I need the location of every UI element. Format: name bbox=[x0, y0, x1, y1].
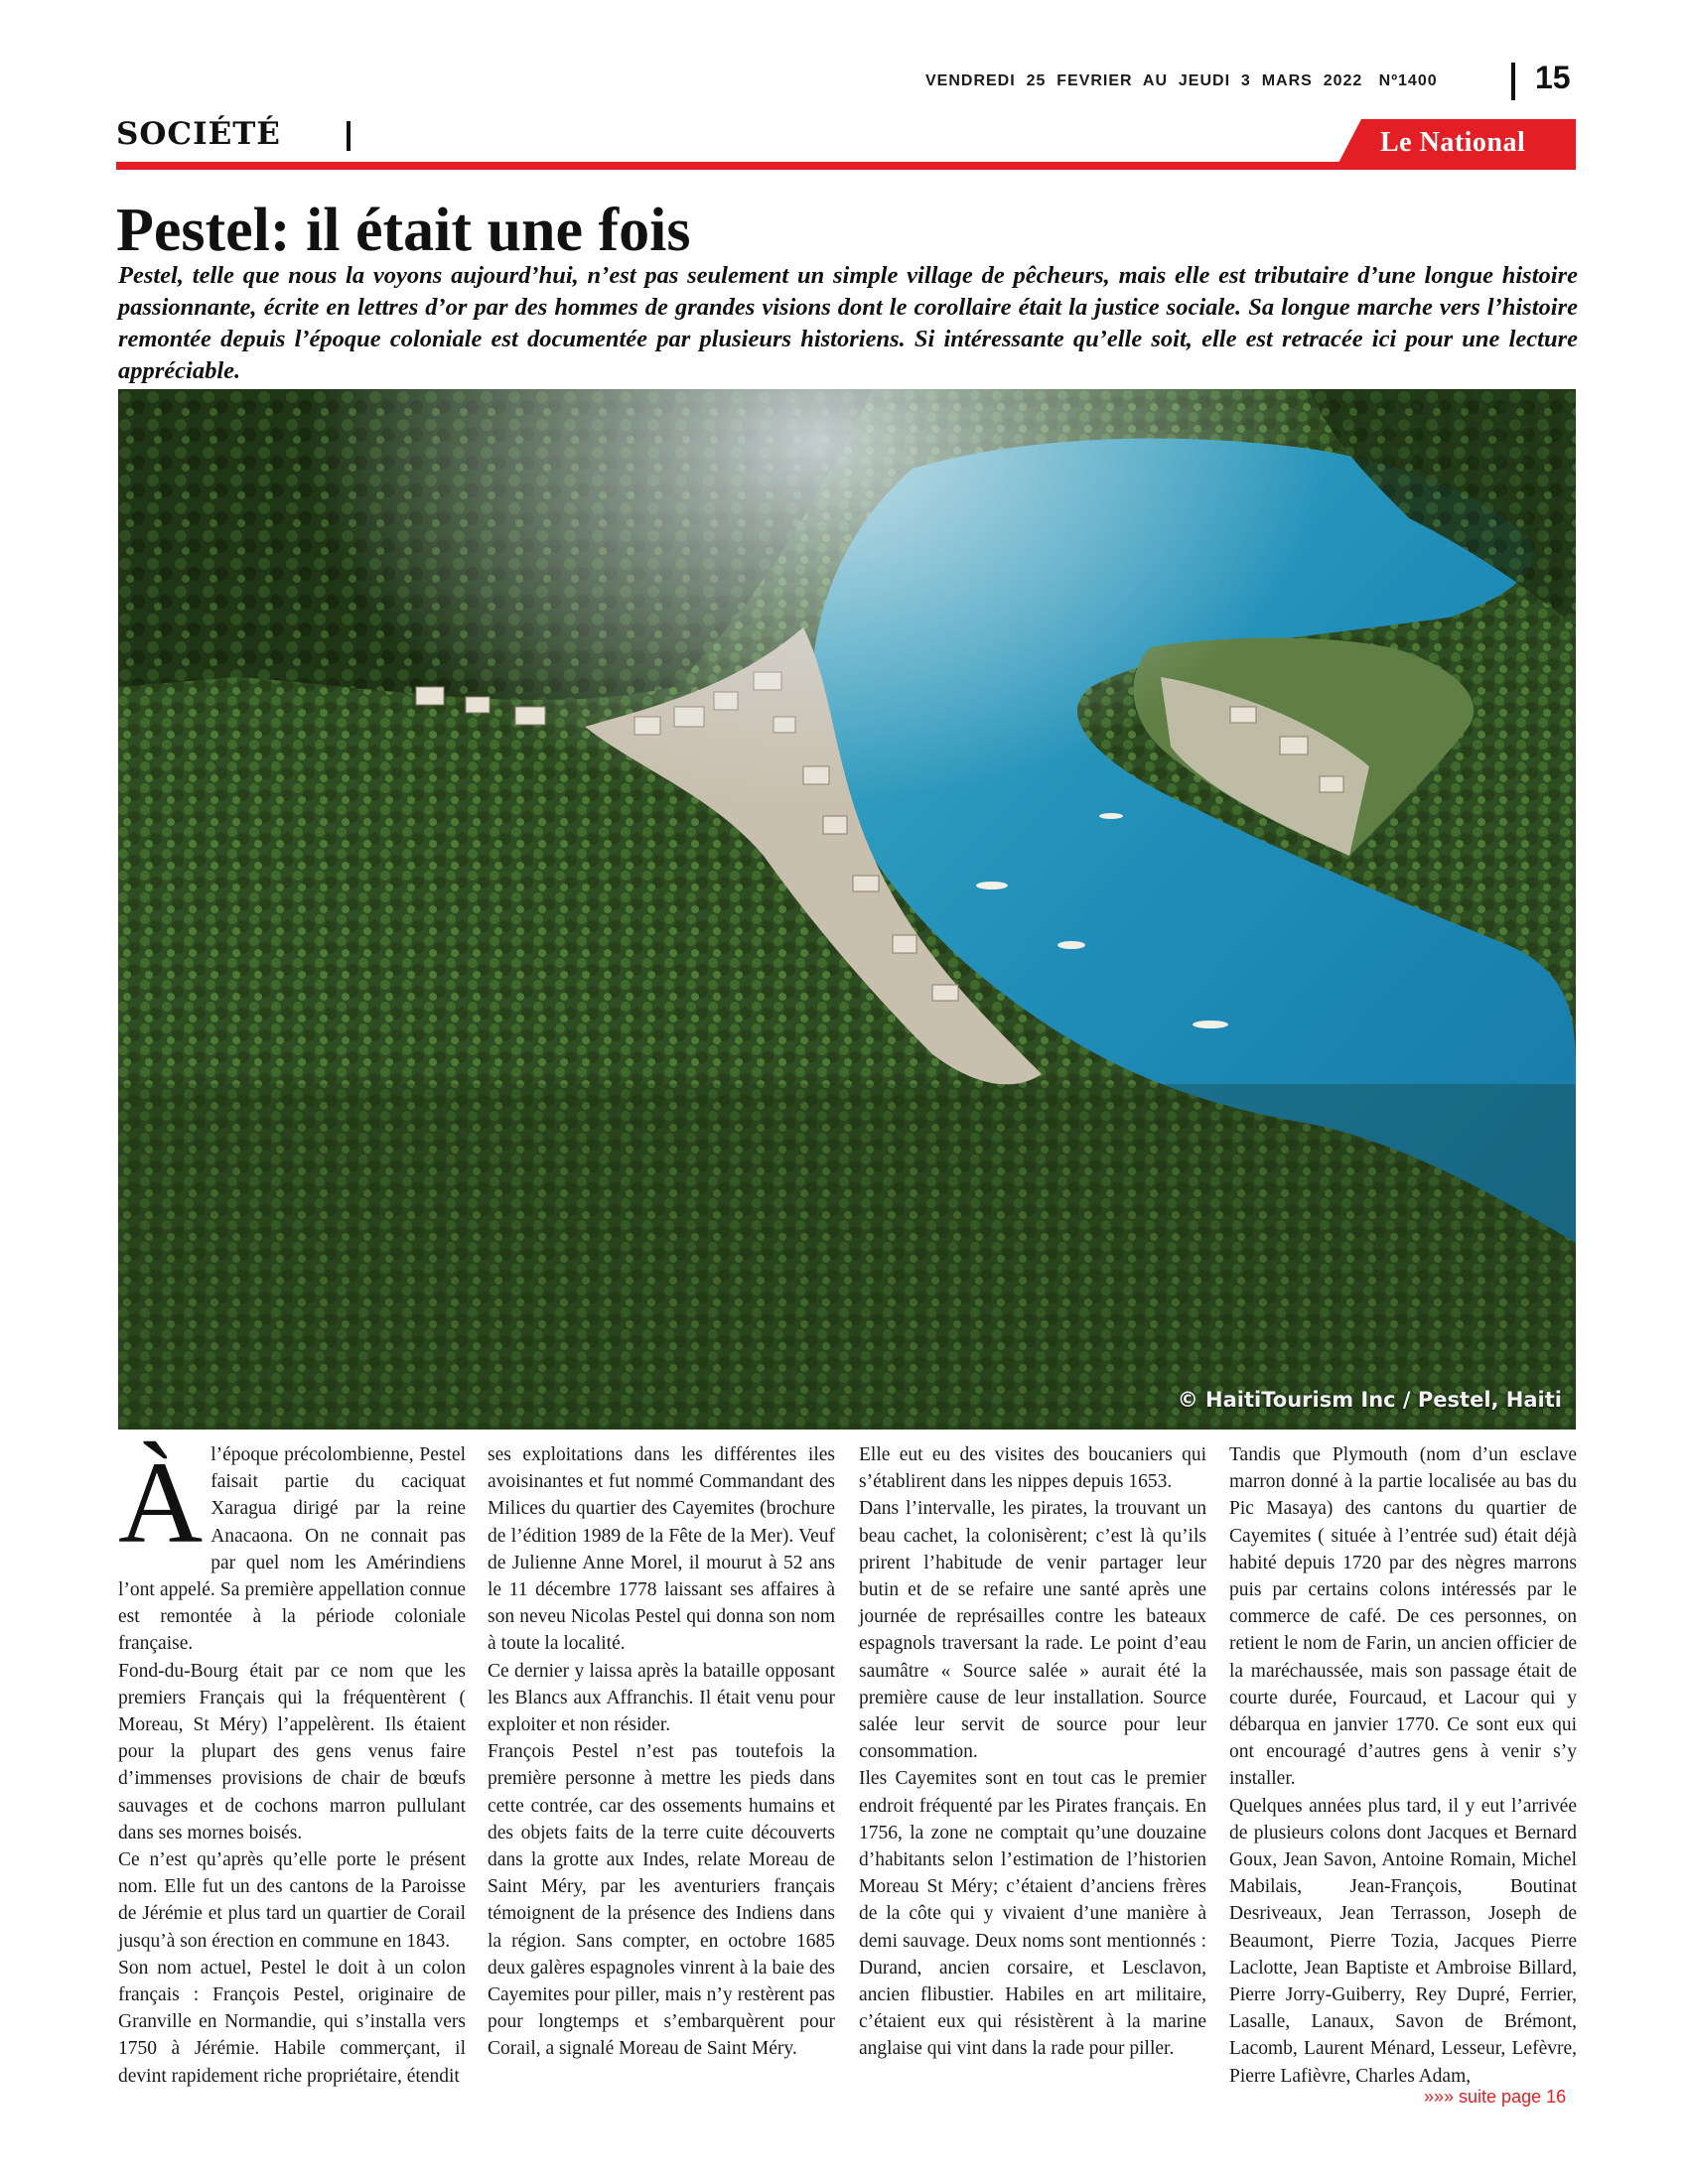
photo-credit: © HaitiTourism Inc / Pestel, Haiti bbox=[1177, 1388, 1562, 1412]
article-lede: Pestel, telle que nous la voyons aujourd’hui, n’est pas seulement un simple village de pêcheurs, mais elle est tributaire d’une longue histoire passionnante, écrite en lettres d’or par des hommes de grandes visions dont le corollaire était la justice sociale. Sa longue marche vers l’histoire remontée depuis l’époque coloniale est documentée par plusieurs historiens. Si intéressante qu’elle soit, elle est retracée ici pour une lecture appréciable. bbox=[118, 262, 1578, 384]
body-column-4 bbox=[1229, 1441, 1577, 2090]
paragraph: l’époque précolombienne, Pestel faisait partie du caciquat Xaragua dirigé par la reine Anacaona. On ne connait pas par quel nom les Amérindiens l’ont appelé. Sa première appellation connue est remontée à la période coloniale française. bbox=[118, 1444, 466, 1655]
article-photo bbox=[118, 389, 1576, 1430]
body-column-2 bbox=[488, 1441, 835, 2063]
section-label: SOCIÉTÉ bbox=[116, 116, 281, 152]
paragraph: Ce dernier y laissa après la bataille opposant les Blancs aux Affranchis. Il était venu pour exploiter et non résider. bbox=[488, 1660, 835, 1736]
header-red-rule bbox=[116, 162, 1576, 170]
header-divider bbox=[1511, 63, 1515, 100]
continued-link[interactable]: »»» suite page 16 bbox=[1424, 2087, 1567, 2107]
drop-cap: À bbox=[118, 1437, 204, 1568]
body-column-1 bbox=[118, 1437, 466, 2090]
paragraph: Fond-du-Bourg était par ce nom que les premiers Français qui la fréquentèrent ( Moreau, St Méry) l’appelèrent. Ils étaient pour la plupart des gens venus faire d’immenses provisions de chair de bœufs sauvages et de cochons marron pullulant dans ses mornes boisés. bbox=[118, 1660, 466, 1843]
paragraph: François Pestel n’est pas toutefois la première personne à mettre les pieds dans cette contrée, car des ossements humains et des objets faits de la terre cuite découverts dans la grotte aux Indes, relate Moreau de Saint Méry, par les aventuriers français témoignent de la présence des Indiens dans la région. Sans compter, en octobre 1685 deux galères espagnoles vinrent à la baie des Cayemites pour piller, mais n’y restèrent pas pour longtemps et s’embarquèrent pour Corail, a signalé Moreau de Saint Méry. bbox=[488, 1741, 835, 2060]
section-divider bbox=[347, 121, 351, 151]
paragraph: Quelques années plus tard, il y eut l’arrivée de plusieurs colons dont Jacques et Bernard Goux, Jean Savon, Antoine Romain, Michel Mabilais, Jean-François, Boutinat Desriveaux, Jean Terrasson, Joseph de Beaumont, Pierre Tozia, Jacques Pierre Laclotte, Jean Baptiste et Ambroise Billard, Pierre Jorry-Guiberry, Rey Dupré, Ferrier, Lasalle, Lanaux, Savon de Brémont, Lacomb, Laurent Ménard, Lesseur, Lefèvre, Pierre Lafièvre, Charles Adam, bbox=[1229, 1795, 1577, 2087]
body-column-3 bbox=[859, 1441, 1206, 2063]
aerial-bay-illustration bbox=[118, 389, 1576, 1430]
issue-date-line: VENDREDI 25 FEVRIER AU JEUDI 3 MARS 2022 Nº1400 bbox=[925, 72, 1438, 89]
paragraph: Tandis que Plymouth (nom d’un esclave marron donné à la partie localisée au bas du Pic Masaya) des cantons du quartier de Cayemites ( située à l’entrée sud) était déjà habité depuis 1720 par des nègres marrons puis par certains colons intéressés par le commerce de café. De ces personnes, on retient le nom de Farin, un ancien officier de la maréchaussée, mais son passage était de courte durée, Fourcaud, et Lacour qui y débarqua en janvier 1770. Ce sont eux qui ont encouragé d’autres gens à venir s’y installer. bbox=[1229, 1444, 1577, 1790]
paragraph: Elle eut eu des visites des boucaniers qui s’établirent dans les nippes depuis 1653. bbox=[859, 1444, 1206, 1493]
paragraph: Ce n’est qu’après qu’elle porte le présent nom. Elle fut un des cantons de la Paroisse de Jérémie et plus tard un quartier de Corail jusqu’à son érection en commune en 1843. bbox=[118, 1849, 466, 1952]
paragraph: ses exploitations dans les différentes iles avoisinantes et fut nommé Commandant des Milices du quartier des Cayemites (brochure de l’édition 1989 de la Fête de la Mer). Veuf de Julienne Anne Morel, il mourut à 52 ans le 11 décembre 1778 laissant ses affaires à son neveu Nicolas Pestel qui donna son nom à toute la localité. bbox=[488, 1444, 835, 1655]
brand-name: Le National bbox=[1380, 127, 1526, 158]
article-title: Pestel: il était une fois bbox=[116, 197, 691, 264]
page-number: 15 bbox=[1535, 60, 1571, 95]
paragraph: Son nom actuel, Pestel le doit à un colon français : François Pestel, originaire de Granville en Normandie, qui s’installa vers 1750 à Jérémie. Habile commerçant, il devint rapidement riche propriétaire, étendit bbox=[118, 1957, 466, 2087]
paragraph: Iles Cayemites sont en tout cas le premier endroit fréquenté par les Pirates français. En 1756, la zone ne comptait qu’une douzaine d’habitants selon l’estimation de l’historien Moreau St Méry; c’étaient d’anciens frères de la côte qui y vivaient d’une manière à demi sauvage. Deux noms sont mentionnés : Durand, ancien corsaire, et Lesclavon, ancien flibustier. Habiles en art militaire, c’étaient eux qui résistèrent à la marine anglaise qui vint dans la rade pour piller. bbox=[859, 1768, 1206, 2060]
paragraph: Dans l’intervalle, les pirates, la trouvant un beau cachet, la colonisèrent; c’est là qu’ils prirent l’habitude de venir partager leur butin et de se refaire une santé après une journée de représailles contre les bateaux espagnols traversant la rade. Le point d’eau saumâtre « Source salée » aurait été la première cause de leur installation. Source salée leur servit de source pour leur consommation. bbox=[859, 1498, 1206, 1763]
